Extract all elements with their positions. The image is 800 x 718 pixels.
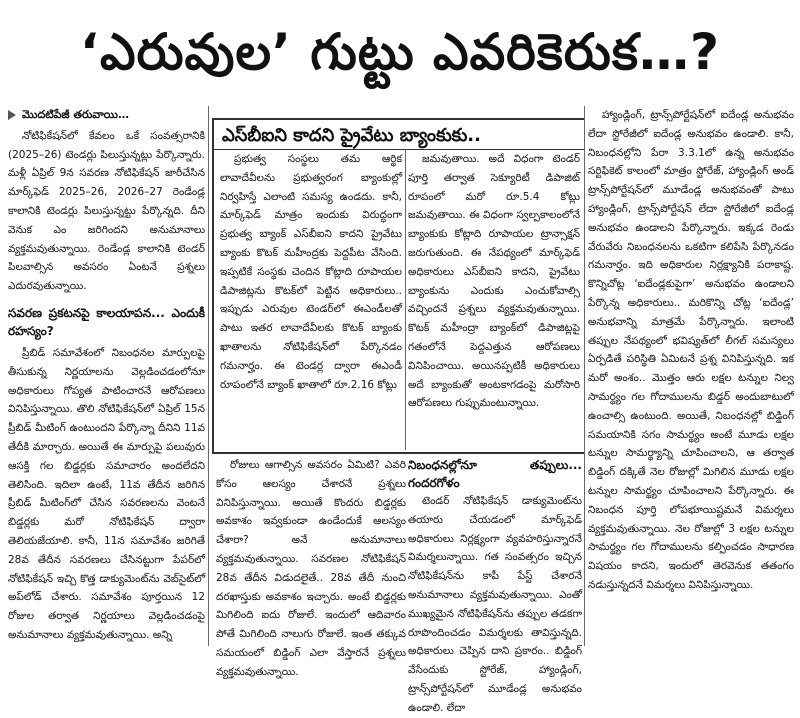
box-column-1	[220, 150, 402, 452]
column-divider	[584, 106, 585, 646]
triangle-bullet-icon	[8, 110, 16, 120]
paragraph: టెండర్ నోటిఫికేషన్ డాక్యుమెంట్‌ను తయారు చేయడంలో మార్క్‌ఫెడ్ అధికారులు నిర్లక్ష్యంగా వ్యవహరిస్తున్నారనే విమర్శలున్నాయి. గత సంవత్సరం ఇచ్చిన నోటిఫికేషన్‌ను కాపీ పేస్ట్ చేశారనే అనుమానాలు వ్యక్తమవుతున్నాయి. ఎంతో ముఖ్యమైన నోటిఫికేషన్‌ను తప్పుల తడకగా రూపొందించడం విమర్శలకు తావిస్తున్నది. అధికారులు చెప్పిన దాని ప్రకారం.. బిడ్డింగ్ వేసేందుకు స్టోరేజ్, హ్యాండ్లింగ్, ట్రాన్స్‌పోర్టేషన్‌లో మూడేండ్ల అనుభవం ఉండాలి. లేదా	[408, 495, 582, 714]
column-divider	[405, 150, 406, 450]
paragraph: ప్రభుత్వ సంస్థలు తమ ఆర్థిక లావాదేవీలను ప్రభుత్వరంగ బ్యాంకుల్లో నిర్వహిస్తే ఎలాంటి సమస్య ఉండదు. కానీ, మార్క్‌ఫెడ్ మాత్రం ఇందుకు విరుద్ధంగా ప్రభుత్వ బ్యాంక్ ఎస్‌బీఐని కాదని ప్రైవేటు బ్యాంకు కొటక్ మహీంద్రకు పెద్దపీట వేసింది. ఇప్పటికే సంస్థకు చెందిన కోట్లాది రూపాయల డిపాజిట్లను కొటక్‌లో పెట్టిన అధికారులు.. ఇప్పుడు ఎరువుల టెండర్‌లో ఈఎండీలతో పాటు ఇతర లావాదేవీలకు కొటక్ బ్యాంకు ఖాతాలను నోటిఫికేషన్‌లో పేర్కొనడం గమనార్హం. ఈ టెండర్ల ద్వారా ఈఎండీ రూపంలోనే బ్యాంక్ ఖాతాలో రూ.2.16 కోట్లు	[220, 153, 402, 391]
kicker	[8, 106, 205, 125]
kicker-text: మొదటిపేజీ తరువాయి…	[22, 108, 129, 121]
box-headline: ఎస్‌బీఐని కాదని ప్రైవేటు బ్యాంకుకు..	[214, 118, 584, 150]
paragraph: ప్రీబిడ్ సమావేశంలో నిబంధనల మార్పులపై తీసుకున్న నిర్ణయాలను వెల్లడించడంలోనూ అధికారులు గోప్యత పాటించారనే ఆరోపణలు వినిపిస్తున్నాయి. తొలి నోటిఫికేషన్‌లో ఏప్రిల్ 15న ప్రీబిడ్ మీటింగ్ ఉంటుందని పేర్కొన్నా దీనిని 11వ తేదీకి మార్చారు. అయితే ఈ మార్పుపై పలువురు ఆసక్తి గల బిడ్డర్లకు సమాచారం అందలేదని తెలిసింది. ఇదిలా ఉంటే, 11వ తేదీన జరిగిన ప్రీబిడ్ మీటింగ్‌లో చేసిన సవరణలను వెంటనే బిడ్డర్లకు మరో నోటిఫికేషన్ ద్వారా తెలియజేయాలి. కానీ, 11న సమావేశం జరిగితే 28వ తేదీన సవరణలు చేసినట్టుగా పేపర్‌లో నోటిఫికేషన్ ఇచ్చి కొత్త డాక్యుమెంట్‌ను వెబ్‌సైట్‌లో అప్‌లోడ్ చేశారు. సమావేశం పూర్తయిన 12 రోజుల తర్వాత నిర్ణయాలు వెల్లడించడంపై అనుమానాలు వ్యక్తమవుతున్నాయి. అన్ని	[8, 346, 205, 641]
headline: ‘ఎరువుల’ గుట్టు ఎవరికెరుక…?	[80, 23, 720, 81]
paragraph: జమవుతాయి. అదే విధంగా టెండర్ పూర్తి తర్వాత సెక్యూరిటీ డిపాజిట్ రూపంలో మరో రూ.5.4 కోట్లు జమవుతాయి. ఈ విధంగా స్వల్పకాలంలోనే బ్యాంకుకు కోట్లాది రూపాయల ట్రాన్సాక్షన్ జరుగుతుంది. ఈ నేపథ్యంలో మార్క్‌ఫెడ్ అధికారులు ఎస్‌బీఐని కాదని, ప్రైవేటు బ్యాంకును ఎందుకు ఎంచుకోవాల్సి వచ్చిందనే ప్రశ్నలు వ్యక్తమవుతున్నాయి. కొటక్ మహీంద్రా బ్యాంక్‌లో డిపాజిట్లపై గతంలోనే పెద్దఎత్తున ఆరోపణలు వినిపించాయి. అయినప్పటికీ అధికారులు అదే బ్యాంకుతో అంటకాగడంపై మరోసారి ఆరోపణలు గుప్పుమంటున్నాయి.	[408, 153, 580, 410]
box-bottom-rule	[214, 452, 584, 454]
column-divider	[208, 106, 209, 646]
paragraph: నోటిఫికేషన్‌లో కేవలం ఒకే సంవత్సరానికి (2025–26) టెండర్లు పిలుస్తున్నట్లు పేర్కొన్నారు. మళ్లీ ఏప్రిల్ 9న సవరణ నోటిఫికేషన్ జారీచేసిన మార్క్‌ఫెడ్ 2025–26, 2026–27 రెండేండ్ల కాలానికి టెండర్లు పిలుస్తున్నట్టు పేర్కొన్నది. దీని వెనుక ఎం జరిగిందని అనుమానాలు వ్యక్తమవుతున్నాయి. రెండేండ్ల కాలానికి టెండర్ పిలవాల్సిన అవసరం ఏంటనే ప్రశ్నలు ఎదురవుతున్నాయి.	[8, 129, 205, 293]
article-column-2	[216, 456, 406, 678]
box-column-2	[408, 150, 580, 452]
paragraph: హ్యాండ్లింగ్, ట్రాన్స్‌పోర్టేషన్‌లో ఐదేండ్ల అనుభవం లేదా స్టోరేజీలో ఐదేండ్ల అనుభవం ఉండాలి. కానీ, నిబంధనల్లోని పేరా 3.3.1లో ఉన్న అనుభవం సర్టిఫికెట్ కాలంలో మాత్రం స్టోరేజ్, హ్యాండ్లింగ్ అండ్ ట్రాన్స్‌పోర్టేషన్‌లో మూడేండ్ల అనుభవంతో పాటు హ్యాండ్లింగ్, ట్రాన్స్‌పోర్టేషన్ లేదా స్టోరేజీలో ఐదేండ్ల అనుభవం ఉండాలని పేర్కొన్నారు. ఇక్కడ రెండు వేరువేరు నిబంధనలను ఒకటిగా కలిపేసి పేర్కొనడం గమనార్హం. ఇది అధికారుల నిర్లక్ష్యానికి పరాకాష్ట. కొన్నిచోట్ల ‘ఐదేండ్లకుపైగా’ అనుభవం ఉండాలని పేర్కొన్న అధికారులు.. మరికొన్ని చోట్ల ‘ఐదేండ్ల’ అనుభవాన్ని మాత్రమే పేర్కొన్నారు. ఇలాంటి తప్పుల నేపథ్యంలో భవిష్యత్‌లో లీగల్ సమస్యలు ఏర్పడితే పరిస్థితి ఏమిటనే ప్రశ్న వినిపిస్తున్నది. ఇక మరో అంశం.. మొత్తం ఆరు లక్షల టన్నుల నిల్వ సామర్థ్యం గల గోదాములను బిడ్డర్ అందుబాటులో ఉంచాల్సి ఉంటుంది. అయితే, నిబంధనల్లో బిడ్డింగ్ సమయానికి సగం సామర్థ్యం అంటే మూడు లక్షల టన్నుల సామర్థ్యాన్ని చూపించాలని, ఆ తర్వాత బిడ్డింగ్ దక్కితే నెల రోజుల్లో మిగిలిన మూడు లక్షల టన్నుల సామర్థ్యం చూపించాలని పేర్కొన్నారు. ఈ నిబంధన పూర్తి లోపభూయిష్టమనే విమర్శలు వ్యక్తమవుతున్నాయి. నెల రోజుల్లో 3 లక్షల టన్నుల సామర్థ్యం గల గోదాములను కల్పించడం సాధారణ విషయం కాదని, ఇందులో తెరవెనుక తతంగం నడుస్తున్నదనే విమర్శలు వినిపిస్తున్నాయి.	[588, 109, 794, 591]
subheading: సవరణ ప్రకటనపై కాలయాపన... ఎందుకీ రహస్యం?	[8, 305, 205, 338]
paragraph: రోజులు ఆగాల్సిన అవసరం ఏమిటి? ఎవరి కోసం ఆలస్యం చేశారనే ప్రశ్నలు వినిపిస్తున్నాయి. అయితే కొందరు బిడ్డర్లకు అవకాశం ఇవ్వకుండా ఉండేందుకే ఆలస్యం చేశారా? అనే అనుమానాలు వ్యక్తమవుతున్నాయి. సవరణల నోటిఫికేషన్ 28వ తేదీన విడుదలైతే.. 28వ తేదీ నుంచి దరఖాస్తుకు అవకాశం ఇచ్చారు. అంటే బిడ్డర్లకు మిగిలింది ఐదు రోజులే. ఇందులో ఆదివారం పోతే మిగిలింది నాలుగు రోజులే. ఇంత తక్కువ సమయంలో బిడ్డింగ్ ఎలా వేస్తారనే ప్రశ్నలు వ్యక్తమవుతున్నాయి.	[216, 459, 406, 678]
article-column-1	[8, 106, 205, 646]
article-column-4	[588, 106, 794, 646]
box-border	[212, 118, 214, 454]
article-column-3	[408, 456, 582, 714]
subheading: నిబంధనల్లోనూ తప్పులు... గందరగోళం	[408, 458, 582, 490]
